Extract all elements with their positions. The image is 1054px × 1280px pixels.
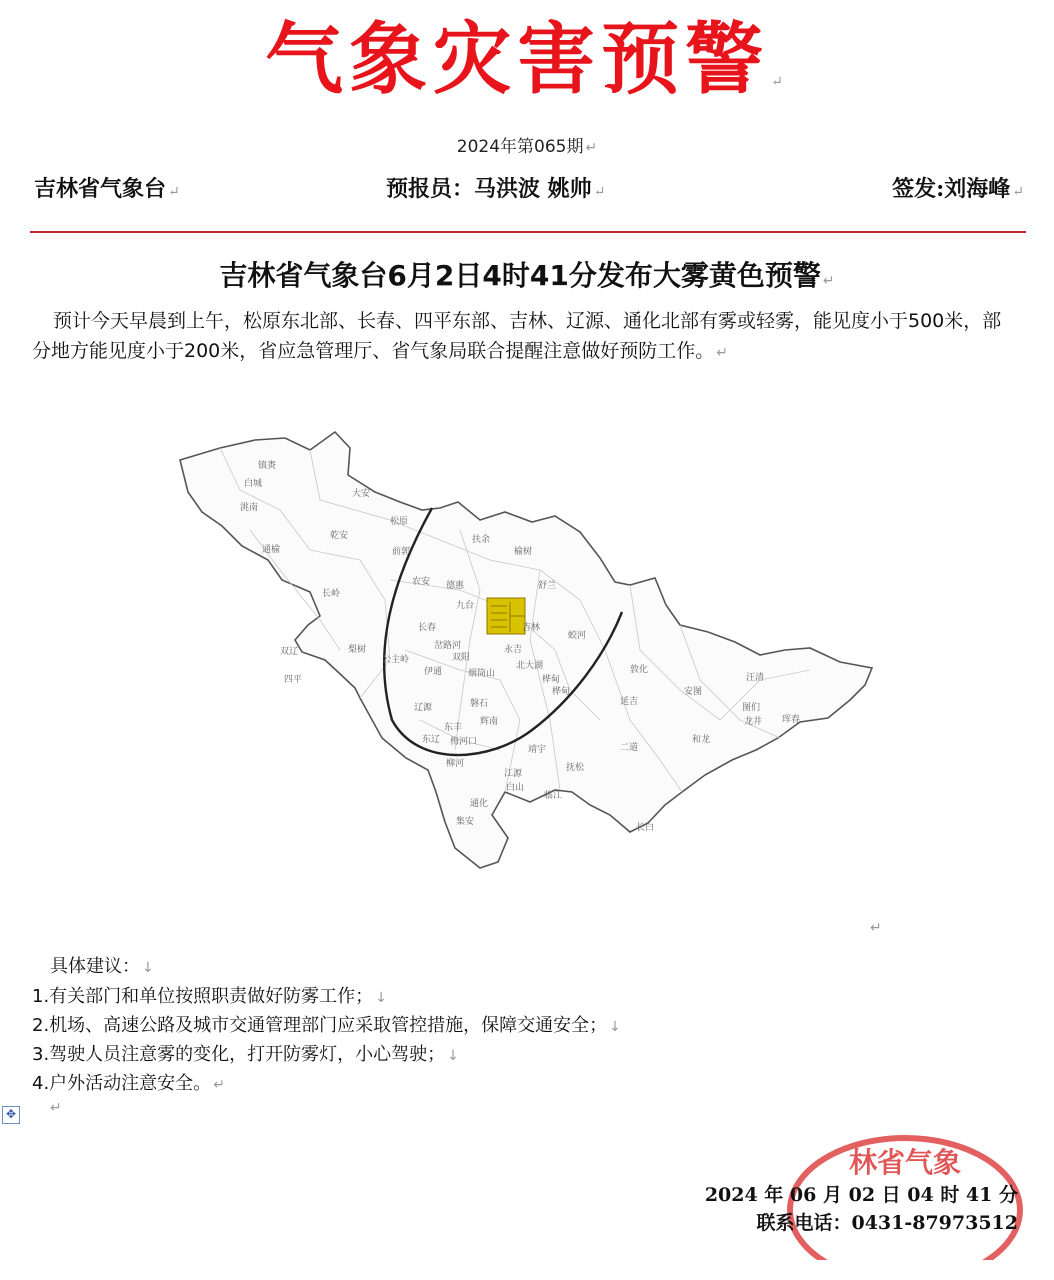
map-place-label: 白山 — [506, 783, 525, 793]
map-place-label: 汪清 — [746, 673, 765, 683]
map-place-label: 长岭 — [322, 589, 341, 599]
map-place-label: 德惠 — [446, 581, 465, 591]
contact-phone — [756, 1208, 1018, 1235]
map-place-label: 双辽 — [280, 647, 299, 657]
map-place-label: 吉林 — [522, 623, 541, 633]
map-place-label: 桦甸 — [552, 687, 571, 697]
map-place-label: 珲春 — [782, 715, 801, 725]
document-title — [0, 10, 1054, 132]
map-place-label: 白城 — [244, 479, 263, 489]
map-place-label: 靖宇 — [528, 745, 547, 755]
map-place-label: 临江 — [544, 791, 563, 801]
map-place-label: 北大湖 — [516, 661, 544, 671]
map-place-label: 延吉 — [620, 697, 639, 707]
map-place-label: 镇赉 — [258, 461, 277, 471]
map-place-label: 柳河 — [446, 759, 465, 769]
map-place-label: 蛟河 — [568, 631, 587, 641]
advice-item-text: 2.机场、高速公路及城市交通管理部门应采取管控措施，保障交通安全； — [32, 1015, 608, 1036]
warning-headline-text: 吉林省气象台6月2日4时41分发布大雾黄色预警 — [219, 259, 821, 292]
warning-body — [32, 306, 1002, 368]
advice-title-text: 具体建议： — [50, 956, 140, 977]
advice-title — [50, 952, 154, 978]
paragraph-mark-icon: ↓ — [447, 1048, 459, 1064]
paragraph-mark-icon: ↵ — [50, 1100, 62, 1116]
map-place-label: 长白 — [636, 823, 655, 833]
issue-number — [0, 132, 1054, 157]
paragraph-mark-icon: ↵ — [822, 273, 835, 289]
issuing-agency — [34, 172, 180, 203]
paragraph-mark-icon: ↵ — [870, 920, 882, 936]
map-place-label: 九台 — [456, 601, 475, 611]
map-place-label: 和龙 — [692, 735, 711, 745]
map-place-label: 梨树 — [348, 645, 367, 655]
map-place-label: 磐石 — [470, 699, 489, 709]
map-place-label: 东丰 — [444, 723, 463, 733]
table-move-handle-icon[interactable]: ✥ — [2, 1106, 20, 1124]
fog-warning-map — [160, 420, 890, 880]
map-place-label: 抚松 — [566, 763, 585, 773]
map-place-label: 安图 — [684, 687, 703, 697]
map-place-label: 梅河口 — [450, 737, 478, 747]
forecasters — [386, 172, 605, 203]
issue-datetime-text: 2024 年 06 月 02 日 04 时 41 分 — [704, 1184, 1018, 1206]
warning-body-text: 预计今天早晨到上午，松原东北部、长春、四平东部、吉林、辽源、通化北部有雾或轻雾，能见度小于500米，部分地方能见度小于200米，省应急管理厅、省气象局联合提醒注意做好预防工作。 — [32, 310, 1002, 362]
map-place-label: 永吉 — [504, 645, 523, 655]
map-place-label: 双阳 — [452, 653, 471, 663]
signer-text: 签发:刘海峰 — [892, 176, 1011, 202]
map-place-label: 前郭 — [392, 547, 411, 557]
map-place-label: 舒兰 — [538, 581, 557, 591]
paragraph-mark-icon: ↵ — [1012, 184, 1024, 200]
issue-number-text: 2024年第065期 — [456, 137, 584, 157]
map-place-label: 辉南 — [480, 717, 499, 727]
paragraph-mark-icon: ↵ — [716, 345, 729, 361]
map-place-label: 通化 — [470, 799, 489, 809]
map-place-label: 榆树 — [514, 547, 533, 557]
header-divider — [30, 231, 1026, 233]
issuing-agency-text: 吉林省气象台 — [34, 176, 167, 202]
signer — [892, 172, 1024, 203]
map-place-label: 辽源 — [414, 703, 433, 713]
map-place-label: 烟筒山 — [468, 669, 496, 679]
map-place-label: 长春 — [418, 623, 437, 633]
map-place-label: 通榆 — [262, 545, 281, 555]
paragraph-mark-icon: ↓ — [375, 990, 387, 1006]
advice-item — [32, 982, 387, 1008]
paragraph-mark-icon: ↵ — [213, 1077, 225, 1093]
paragraph-mark-icon: ↓ — [609, 1019, 621, 1035]
paragraph-mark-icon: ↵ — [168, 184, 180, 200]
map-place-label: 江源 — [504, 769, 523, 779]
issue-datetime — [705, 1180, 1018, 1207]
map-place-label: 伊通 — [424, 667, 443, 677]
map-place-label: 龙井 — [744, 717, 763, 727]
map-place-label: 敦化 — [630, 665, 649, 675]
contact-phone-text: 联系电话：0431-87973512 — [756, 1212, 1018, 1234]
advice-item — [32, 1069, 225, 1095]
map-place-label: 桦甸 — [542, 675, 561, 685]
map-place-label: 二道 — [620, 743, 639, 753]
paragraph-mark-icon: ↓ — [142, 960, 154, 976]
map-place-label: 东辽 — [422, 735, 441, 745]
map-place-label: 大安 — [352, 489, 371, 499]
map-place-label: 农安 — [412, 577, 431, 587]
advice-item — [32, 1011, 621, 1037]
advice-item-text: 1.有关部门和单位按照职责做好防雾工作； — [32, 986, 374, 1007]
map-place-label: 岔路河 — [434, 641, 462, 651]
map-place-label: 集安 — [456, 817, 475, 827]
warning-headline — [0, 254, 1054, 294]
forecasters-text: 预报员：马洪波 姚帅 — [386, 176, 592, 202]
paragraph-mark-icon: ↵ — [593, 184, 606, 200]
paragraph-mark-icon: ↵ — [585, 140, 598, 156]
map-place-label: 公主岭 — [382, 655, 410, 665]
map-place-label: 乾安 — [330, 531, 349, 541]
map-place-label: 洮南 — [240, 503, 259, 513]
map-place-label: 图们 — [742, 703, 761, 713]
advice-item-text: 3.驾驶人员注意雾的变化，打开防雾灯，小心驾驶； — [32, 1044, 446, 1065]
seal-text: 林省气象 — [848, 1146, 962, 1179]
map-place-label: 四平 — [284, 675, 303, 685]
map-place-label: 松原 — [390, 517, 409, 527]
advice-item — [32, 1040, 459, 1066]
document-title-text: 气象灾害预警 — [265, 14, 770, 105]
advice-item-text: 4.户外活动注意安全。 — [32, 1073, 212, 1094]
map-place-label: 扶余 — [472, 535, 491, 545]
paragraph-mark-icon: ↵ — [771, 74, 789, 90]
